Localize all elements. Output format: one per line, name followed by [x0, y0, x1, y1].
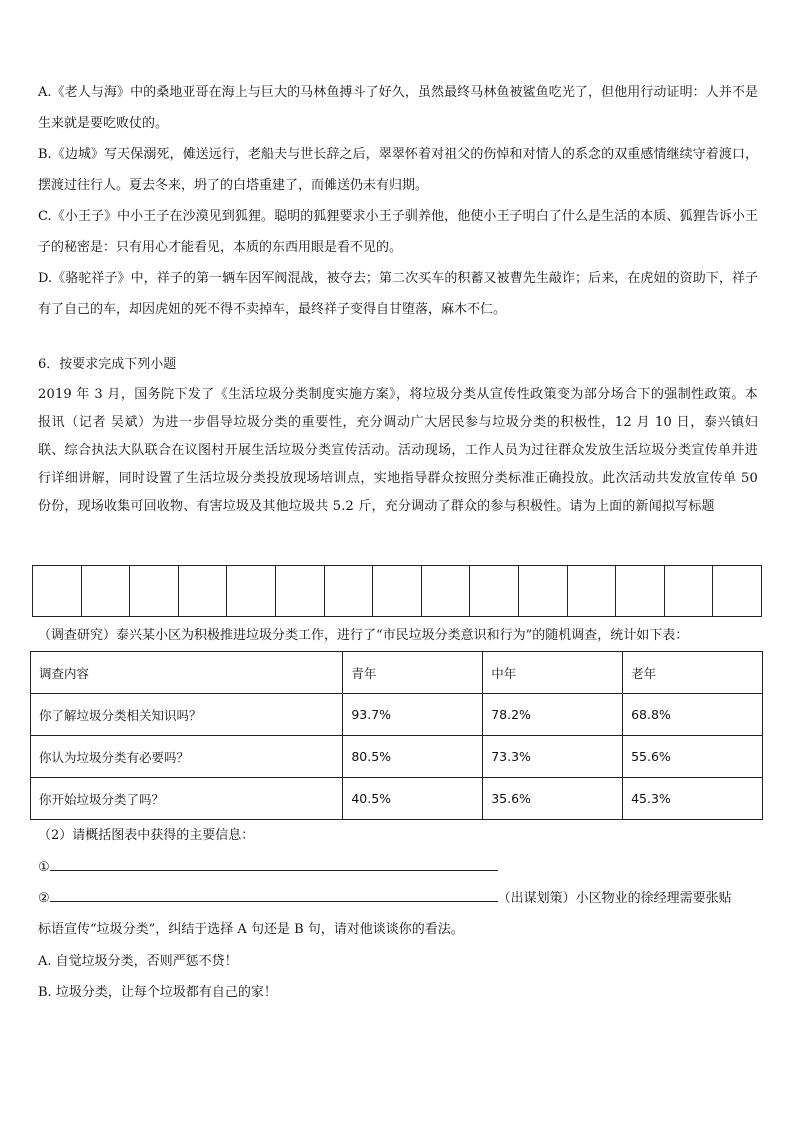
table-header-cell: 老年: [623, 652, 763, 694]
table-cell: 45.3%: [623, 778, 763, 820]
answer-box[interactable]: [276, 566, 325, 616]
table-cell: 35.6%: [483, 778, 623, 820]
answer-box[interactable]: [616, 566, 665, 616]
plan-text-start: （出谋划策）小区物业的徐经理需要张贴: [497, 891, 732, 906]
news-passage: 2019 年 3 月，国务院下发了《生活垃圾分类制度实施方案》，将垃圾分类从宣传性政策变为部分场合下的强制性政策。本报讯（记者 吴斌）为进一步倡导垃圾分类的重要性，充分调动广大居民参与垃圾分类的积极性，12 月 10 日，泰兴镇妇联、综合执法大队联合在议图村开展生活垃圾分类宣传活动。活动现场，工作人员为过往群众发放生活垃圾分类宣传单并进行详细讲解，同时设置了生活垃圾分类投放现场培训点，实地指导群众按照分类标准正确投放。此次活动共发放宣传单 50 份份，现场收集可回收物、有害垃圾及其他垃圾共 5.2 斤，充分调动了群众的参与积极性。请为上面的新闻拟写标题: [38, 387, 758, 514]
plan-text-continued: 标语宣传“垃圾分类”，纠结于选择 A 句还是 B 句，请对他谈谈你的看法。: [38, 922, 464, 937]
answer-underline[interactable]: [50, 856, 498, 871]
answer-box[interactable]: [373, 566, 422, 616]
answer-box[interactable]: [33, 566, 82, 616]
table-cell: 你开始垃圾分类了吗？: [31, 778, 343, 820]
table-header-cell: 中年: [483, 652, 623, 694]
table-cell: 78.2%: [483, 694, 623, 736]
slogan-b: B. 垃圾分类，让每个垃圾都有自己的家！: [38, 985, 277, 1000]
table-header-row: [31, 652, 763, 694]
answer-box[interactable]: [325, 566, 374, 616]
slogan-a: A. 自觉垃圾分类，否则严惩不贷！: [38, 954, 238, 969]
table-row: [31, 694, 763, 736]
table-cell: 73.3%: [483, 736, 623, 778]
survey-table: [30, 651, 763, 820]
survey-intro: （调查研究）泰兴某小区为积极推进垃圾分类工作，进行了“市民垃圾分类意识和行为”的随机调查，统计如下表：: [38, 628, 689, 643]
answer-box[interactable]: [470, 566, 519, 616]
answer-box[interactable]: [227, 566, 276, 616]
answer-marker: ①: [38, 860, 50, 875]
table-row: [31, 778, 763, 820]
sub-question-2: （2）请概括图表中获得的主要信息：: [38, 828, 255, 843]
option-b: B.《边城》写天保溺死，傩送远行，老船夫与世长辞之后，翠翠怀着对祖父的伤悼和对情人的系念的双重感情继续守着渡口，摆渡过往行人。夏去冬来，坍了的白塔重建了，而傩送仍未有归期。: [38, 147, 758, 193]
answer-box[interactable]: [82, 566, 131, 616]
headline-answer-grid[interactable]: [32, 565, 762, 617]
answer-underline[interactable]: [50, 887, 498, 902]
answer-line-1[interactable]: [38, 856, 498, 880]
answer-marker: ②: [38, 891, 50, 906]
table-row: [31, 736, 763, 778]
answer-box[interactable]: [665, 566, 714, 616]
option-c: C.《小王子》中小王子在沙漠见到狐狸。聪明的狐狸要求小王子驯养他，他使小王子明白了什么是生活的本质、狐狸告诉小王子的秘密是：只有用心才能看见，本质的东西用眼是看不见的。: [38, 209, 758, 255]
answer-box[interactable]: [519, 566, 568, 616]
option-d: D.《骆驼祥子》中，祥子的第一辆车因军阀混战，被夺去；第二次买车的积蓄又被曹先生敲诈；后来，在虎妞的资助下，祥子有了自己的车，却因虎妞的死不得不卖掉车，最终祥子变得自甘堕落，麻木不仁。: [38, 271, 758, 317]
table-header-cell: 调查内容: [31, 652, 343, 694]
answer-box[interactable]: [130, 566, 179, 616]
answer-line-2[interactable]: [38, 887, 732, 911]
table-cell: 40.5%: [343, 778, 483, 820]
table-cell: 你认为垃圾分类有必要吗？: [31, 736, 343, 778]
table-cell: 93.7%: [343, 694, 483, 736]
answer-box[interactable]: [568, 566, 617, 616]
answer-box[interactable]: [713, 566, 761, 616]
table-cell: 80.5%: [343, 736, 483, 778]
answer-box[interactable]: [179, 566, 228, 616]
question-6-title: 6．按要求完成下列小题: [38, 357, 177, 372]
table-cell: 55.6%: [623, 736, 763, 778]
table-cell: 68.8%: [623, 694, 763, 736]
table-header-cell: 青年: [343, 652, 483, 694]
table-cell: 你了解垃圾分类相关知识吗？: [31, 694, 343, 736]
option-a: A.《老人与海》中的桑地亚哥在海上与巨大的马林鱼搏斗了好久，虽然最终马林鱼被鲨鱼吃光了，但他用行动证明：人并不是生来就是要吃败仗的。: [38, 85, 758, 131]
answer-box[interactable]: [422, 566, 471, 616]
